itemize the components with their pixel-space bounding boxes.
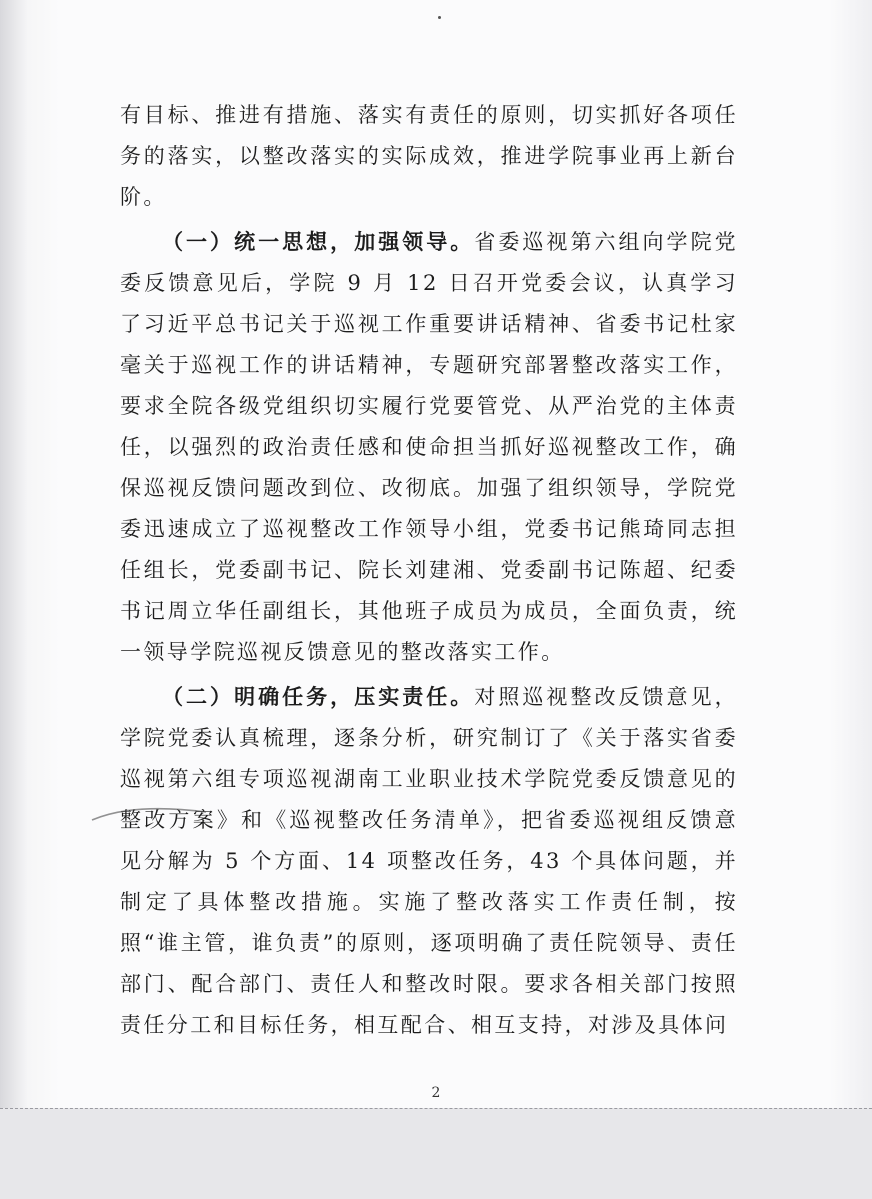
scan-speck — [438, 16, 441, 19]
page-bottom-edge — [0, 1108, 872, 1199]
pen-stroke-mark — [90, 802, 208, 828]
section-heading-2: （二）明确任务，压实责任。 — [162, 684, 475, 709]
section-paragraph-1 — [120, 221, 738, 673]
continuation-paragraph: 有目标、推进有措施、落实有责任的原则，切实抓好各项任务的落实，以整改落实的实际成效，推进学院事业再上新台阶。 — [120, 103, 738, 209]
document-body — [120, 95, 738, 1046]
section-heading-1: （一）统一思想，加强领导。 — [162, 229, 475, 254]
page-number: 2 — [431, 1085, 441, 1101]
section-text-1: 省委巡视第六组向学院党委反馈意见后，学院 9 月 12 日召开党委会议，认真学习了习近平总书记关于巡视工作重要讲话精神、省委书记杜家毫关于巡视工作的讲话精神，专题研究部署整改落实工作，要求全院各级党组织切实履行党要管党、从严治党的主体责任，以强烈的政治责任感和使命担当抓好巡视整改工作，确保巡视反馈问题改到位、改彻底。加强了组织领导，学院党委迅速成立了巡视整改工作领导小组，党委书记熊琦同志担任组长，党委副书记、院长刘建湘、党委副书记陈超、纪委书记周立华任副组长，其他班子成员为成员，全面负责，统一领导学院巡视反馈意见的整改落实工作。 — [120, 230, 738, 664]
section-text-2: 对照巡视整改反馈意见，学院党委认真梳理，逐条分析，研究制订了《关于落实省委巡视第六组专项巡视湖南工业职业技术学院党委反馈意见的整改方案》和《巡视整改任务清单》，把省委巡视组反馈意见分解为 5 个方面、14 项整改任务，43 个具体问题，并制定了具体整改措施。实施了整改落实工作责任制，按照“谁主管，谁负责”的原则，逐项明确了责任院领导、责任部门、配合部门、责任人和整改时限。要求各相关部门按照责任分工和目标任务，相互配合、相互支持，对涉及具体问 — [120, 685, 738, 1037]
section-paragraph-2 — [120, 676, 738, 1046]
